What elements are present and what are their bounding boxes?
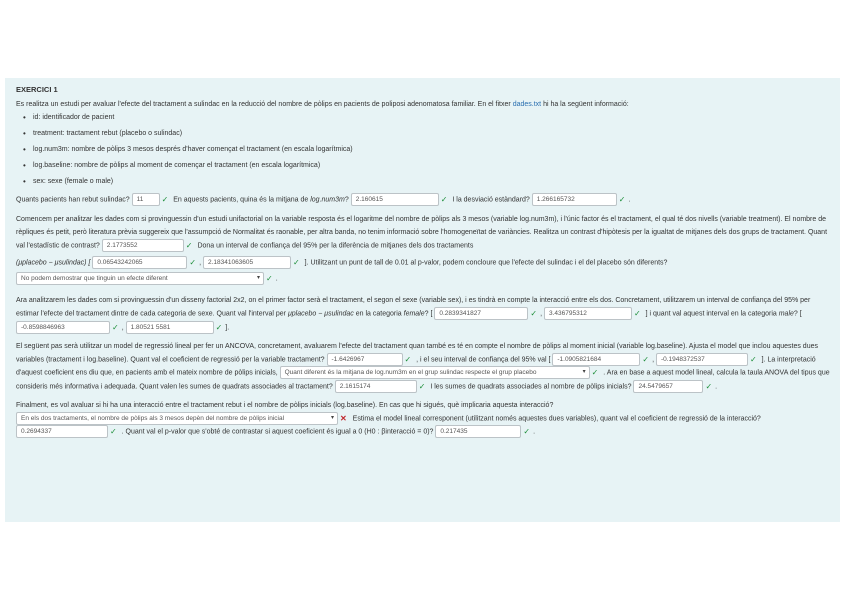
check-icon: ✓ xyxy=(749,355,757,365)
answer-male-high[interactable]: 1.80521 5581 xyxy=(126,321,214,334)
list-item: • id: identificador de pacient xyxy=(16,113,831,122)
q1-var: log.num3m xyxy=(310,196,345,204)
question-4: El següent pas serà utilitzar un model de regressió lineal per fer un ANCOVA, concretament, avaluarem l'efecte del tractament quan també es té en compte el nombre de pòlips al moment inicial (variable log.baseline). Ajusta el model que inclou aquestes dues variables (tractament i log.baseline). Quant val el coeficient de regressió per la variable tractament? -1.6426967 ✓ , i el seu interval de confiança del 95% val [ -1.0905821684 ✓ , -0.1948372537 ✓ ]. La interpretació d'aquest coeficient ens diu que, en pacients amb el mateix nombre de pòlips inicials, Quant diferent és la mitjana de log.num3m en el grup sulindac respecte el grup placebo ▾ ✓ . Ara en base a aquest model lineal, calcula la taula ANOVA del tipus que consideris més informativa i adequada. Quant valen les sumes de quadrats associades al tractament? 2.1615174 ✓ I les sumes de quadrats associades al nombre de pòlips inicials? 24.5479657 ✓ . xyxy=(16,343,830,391)
answer-test-statistic[interactable]: 2.1773552 xyxy=(102,239,184,252)
list-item: • log.baseline: nombre de pòlips al moment de començar el tractament (en escala logarítmica) xyxy=(16,161,831,170)
data-file-link[interactable]: dades.txt xyxy=(512,101,542,108)
answer-male-low[interactable]: -0.8598846963 xyxy=(16,321,110,334)
q3-text-b: en la categoria xyxy=(355,310,402,318)
q3-text-c: ] i quant val aquest interval en la categoria xyxy=(645,310,777,318)
answer-sulindac-count[interactable]: 11 xyxy=(132,193,160,206)
answer-ss-baseline[interactable]: 24.5479657 xyxy=(633,380,703,393)
intro-before: Es realitza un estudi per avaluar l'efecte del tractament a sulindac en la reducció del nombre de pòlips en pacients de poliposi adenomatosa familiar. En el fitxer xyxy=(16,101,511,108)
q2-text: Comencem per analitzar les dades com si provinguessin d'un estudi unifactorial on la variable resposta és el logaritme del nombre de pòlips als 3 mesos (variable log.num3m), i l'únic factor és el tractament, el qual té dos nivells (variable treatment). El nombre de rèpliques és petit, però literatura prèvia suggereix que l'assumpció de Normalitat és raonable, per altra banda, no tenim informació sobre l'homogeneïtat de variàncies. Realitza un contrast d'hipòtesis per la igualtat de mitjanes dels dos grups de tractament. Quant val l'estadístic de contrast? xyxy=(16,216,828,250)
intro-after: hi ha la següent informació: xyxy=(543,101,629,108)
answer-ci-low[interactable]: 0.06543242065 xyxy=(92,256,187,269)
intro-text xyxy=(16,100,831,109)
conclusion-select-value: No podem demostrar que tinguin un efecte diferent xyxy=(21,275,168,283)
answer-pvalue[interactable]: 0.217435 xyxy=(435,425,521,438)
check-icon: ✓ xyxy=(185,241,193,250)
check-icon: ✓ xyxy=(404,355,412,365)
check-icon: ✓ xyxy=(189,258,197,268)
answer-coef-ci-low[interactable]: -1.0905821684 xyxy=(552,353,640,366)
answer-ci-high[interactable]: 2.18341063605 xyxy=(203,256,291,269)
chevron-down-icon: ▾ xyxy=(582,369,586,376)
interaction-select[interactable] xyxy=(16,412,338,425)
q4-text: El següent pas serà utilitzar un model de regressió lineal per fer un ANCOVA, concretament, avaluarem l'efecte del tractament quan també es té en compte el nombre de pòlips al moment inicial (variable log.baseline). Ajusta el model que inclou aquestes dues variables (tractament i log.baseline). Quant val el coeficient de regressió per la variable tractament? xyxy=(16,343,818,364)
question-2 xyxy=(16,213,831,252)
q2-select-row: No podem demostrar que tinguin un efecte diferent ▾ ✓ . xyxy=(16,272,831,288)
answer-treatment-coef[interactable]: -1.6426967 xyxy=(327,353,403,366)
q3-male: male xyxy=(778,310,794,318)
question-3: Ara analitzarem les dades com si provinguessin d'un disseny factorial 2x2, on el primer factor serà el tractament, el segon el sexe (variable sex), i es tindrà en compte la interacció entre els dos. Concretament, utilitzarem un interval de confiança del 95% per estimar l'efecte del tractament dintre de cada categoria de sexe. Quant val l'interval per μplacebo − μsulindac en la categoria female? [ 0.2839341827 ✓ , 3.436795312 ✓ ] i quant val aquest interval en la categoria male? [ -0.8598846963 ✓ , 1.80521 5581 ✓ ]. xyxy=(16,297,811,332)
answer-interaction-coef[interactable]: 0.2694337 xyxy=(16,425,108,438)
variable-list xyxy=(16,113,831,186)
check-icon: ✓ xyxy=(266,274,273,284)
exercise-panel xyxy=(5,78,840,522)
check-icon: ✓ xyxy=(440,195,448,204)
q5-text-2: Estima el model lineal corresponent (utilitzant només aquestes dues variables), quant val el coeficient de regressió de la interacció? xyxy=(352,415,761,423)
q2-ci-label: (μplacebo − μsulindac) [ xyxy=(16,259,91,267)
check-icon: ✓ xyxy=(292,258,300,268)
check-icon: ✓ xyxy=(110,427,117,437)
check-icon: ✓ xyxy=(591,368,599,378)
list-item: • log.num3m: nombre de pòlips 3 mesos després d'haver començat el tractament (en escala logarítmica) xyxy=(16,145,831,154)
q4-ci-text: , i el seu interval de confiança del 95% val [ xyxy=(416,356,551,364)
q1-text-3: I la desviació estàndard? xyxy=(452,196,530,204)
q4-ss-text: I les sumes de quadrats associades al nombre de pòlips inicials? xyxy=(430,383,632,391)
exercise-content xyxy=(16,85,831,443)
check-icon: ✓ xyxy=(112,322,119,332)
q3-mu: μplacebo − μsulindac xyxy=(287,310,354,318)
q3-text: Ara analitzarem les dades com si provinguessin d'un disseny factorial 2x2, on el primer factor serà el tractament, el segon el sexe (variable sex), i es tindrà en compte la interacció entre els dos. Concretament, utilitzarem un interval de confiança del 95% per estimar l'efecte del tractament dintre de cada categoria de sexe. Quant val l'interval per xyxy=(16,297,811,318)
answer-female-low[interactable]: 0.2839341827 xyxy=(434,307,528,320)
answer-ss-treatment[interactable]: 2.1615174 xyxy=(335,380,417,393)
q3-female: female xyxy=(403,310,425,318)
q4-interp-text: ]. La interpretació d'aquest coeficient ens diu que, en pacients amb el mateix nombre de pòlips inicials, xyxy=(16,356,816,377)
check-icon: ✓ xyxy=(215,322,223,332)
question-5: Finalment, es vol avaluar si hi ha una interacció entre el tractament rebut i el nombre de pòlips inicials (log.baseline). En cas que hi sigués, què implicaria aquesta interacció? En els dos tractaments, el nombre de pòlips als 3 mesos depèn del nombre de pòlips inicial ▾ ✕ Estima el model lineal corresponent (utilitzant només aquestes dues variables), quant val el coeficient de regressió de la interacció? 0.2694337 ✓ . Quant val el p-valor que s'obté de contrastar si aquest coeficient és igual a 0 (H0 : βinteracció = 0)? 0.217435 ✓ . xyxy=(16,402,761,437)
q1-text-2: En aquests pacients, quina és la mitjana de xyxy=(173,196,309,204)
interpretation-select[interactable] xyxy=(280,366,590,379)
answer-mean[interactable]: 2.160615 xyxy=(351,193,439,206)
check-icon: ✓ xyxy=(530,309,538,319)
check-icon: ✓ xyxy=(705,381,713,391)
chevron-down-icon: ▾ xyxy=(256,275,260,282)
check-icon: ✓ xyxy=(161,195,169,204)
list-item: • sex: sexe (female o male) xyxy=(16,177,831,186)
check-icon: ✓ xyxy=(618,195,626,204)
interaction-select-value: En els dos tractaments, el nombre de pòlips als 3 mesos depèn del nombre de pòlips inicial xyxy=(21,415,285,423)
q1-text: Quants pacients han rebut sulindac? xyxy=(16,196,130,204)
answer-sd[interactable]: 1.266165732 xyxy=(532,193,617,206)
q5-text-3: . Quant val el p-valor que s'obté de contrastar si aquest coeficient és igual a 0 (H0 : βinteracció = 0)? xyxy=(121,428,434,436)
conclusion-select[interactable] xyxy=(16,272,264,285)
q2-ci-row: (μplacebo − μsulindac) [ 0.06543242065 ✓ , 2.18341063605 ✓ ]. Utilitzant un punt de tall de 0.01 al p-valor, podem concloure que l'efecte del sulindac i el del placebo són diferents? xyxy=(16,258,668,268)
chevron-down-icon: ▾ xyxy=(330,415,334,422)
check-icon: ✓ xyxy=(523,427,531,437)
q4-anova-text: . Ara en base a aquest model lineal, calcula la taula ANOVA del tipus que consideris més informativa i adequada. Quant valen les sumes de quadrats associades al tractament? xyxy=(16,369,830,391)
cross-icon: ✕ xyxy=(340,414,347,424)
check-icon: ✓ xyxy=(418,381,426,391)
check-icon: ✓ xyxy=(642,355,650,365)
q5-text: Finalment, es vol avaluar si hi ha una interacció entre el tractament rebut i el nombre de pòlips inicials (log.baseline). En cas que hi sigués, què implicaria aquesta interacció? xyxy=(16,402,554,410)
question-1: Quants pacients han rebut sulindac? 11 ✓ En aquests pacients, quina és la mitjana de log.num3m? 2.160615 ✓ I la desviació estàndard? 1.266165732 ✓ . xyxy=(16,195,631,204)
exercise-title: EXERCICI 1 xyxy=(16,85,58,94)
q2-ci-text: Dona un interval de confiança del 95% per la diferència de mitjanes dels dos tractaments xyxy=(197,242,474,250)
check-icon: ✓ xyxy=(633,309,641,319)
q2-after: ]. Utilitzant un punt de tall de 0.01 al p-valor, podem concloure que l'efecte del sulindac i el del placebo són diferents? xyxy=(304,259,668,267)
list-item: • treatment: tractament rebut (placebo o sulindac) xyxy=(16,129,831,138)
answer-female-high[interactable]: 3.436795312 xyxy=(544,307,632,320)
interpretation-select-value: Quant diferent és la mitjana de log.num3m en el grup sulindac respecte el grup placebo xyxy=(284,369,537,377)
answer-coef-ci-high[interactable]: -0.1948372537 xyxy=(656,353,748,366)
